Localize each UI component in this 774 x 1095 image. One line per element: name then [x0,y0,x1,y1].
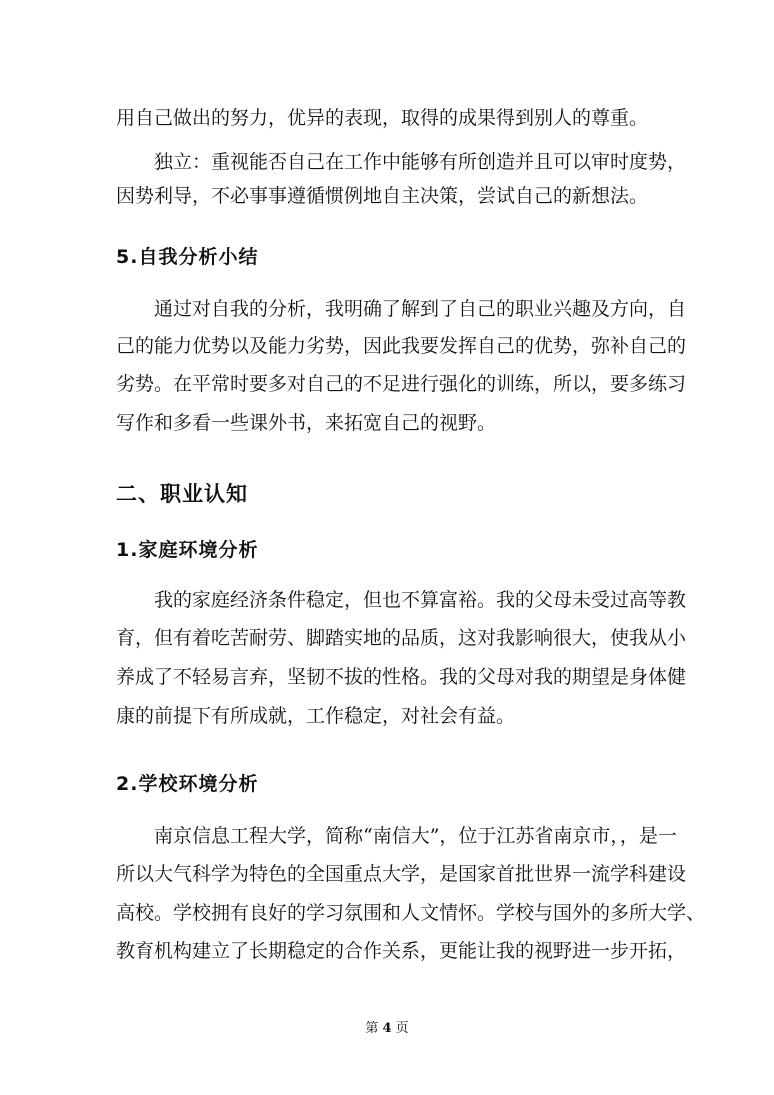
text-line: 写作和多看一些课外书，来拓宽自己的视野。 [116,412,497,434]
text-line: 高校。学校拥有良好的学习氛围和人文情怀。学校与国外的多所大学、 [116,902,706,924]
subheading: 5.自我分析小结 [116,246,259,268]
subheading: 1.家庭环境分析 [116,539,259,561]
text-line: 用自己做出的努力，优异的表现，取得的成果得到别人的尊重。 [116,107,649,129]
page-footer [0,1021,774,1037]
page-number: 4 [382,1021,392,1036]
text-line: 南京信息工程大学，简称“南信大”，位于江苏省南京市，，是一 [154,825,677,847]
footer-suffix: 页 [395,1021,409,1036]
section-heading: 二、职业认知 [116,482,248,506]
text-line: 教育机构建立了长期稳定的合作关系，更能让我的视野进一步开拓， [116,940,687,962]
text-line: 通过对自我的分析，我明确了解到了自己的职业兴趣及方向，自 [154,298,687,320]
text-line: 劣势。在平常时要多对自己的不足进行强化的训练，所以，要多练习 [116,373,687,395]
text-line: 因势利导，不必事事遵循惯例地自主决策，尝试自己的新想法。 [116,185,649,207]
text-line: 所以大气科学为特色的全国重点大学，是国家首批世界一流学科建设 [116,863,687,885]
text-line: 独立：重视能否自己在工作中能够有所创造并且可以审时度势， [154,151,687,173]
text-line: 我的家庭经济条件稳定，但也不算富裕。我的父母未受过高等教 [154,589,687,611]
text-line: 育，但有着吃苦耐劳、脚踏实地的品质，这对我影响很大，使我从小 [116,627,687,649]
subheading: 2.学校环境分析 [116,773,259,795]
footer-prefix: 第 [365,1021,379,1036]
text-line: 康的前提下有所成就，工作稳定，对社会有益。 [116,705,516,727]
text-line: 养成了不轻易言弃，坚韧不拔的性格。我的父母对我的期望是身体健 [116,666,687,688]
text-line: 己的能力优势以及能力劣势，因此我要发挥自己的优势，弥补自己的 [116,335,687,357]
